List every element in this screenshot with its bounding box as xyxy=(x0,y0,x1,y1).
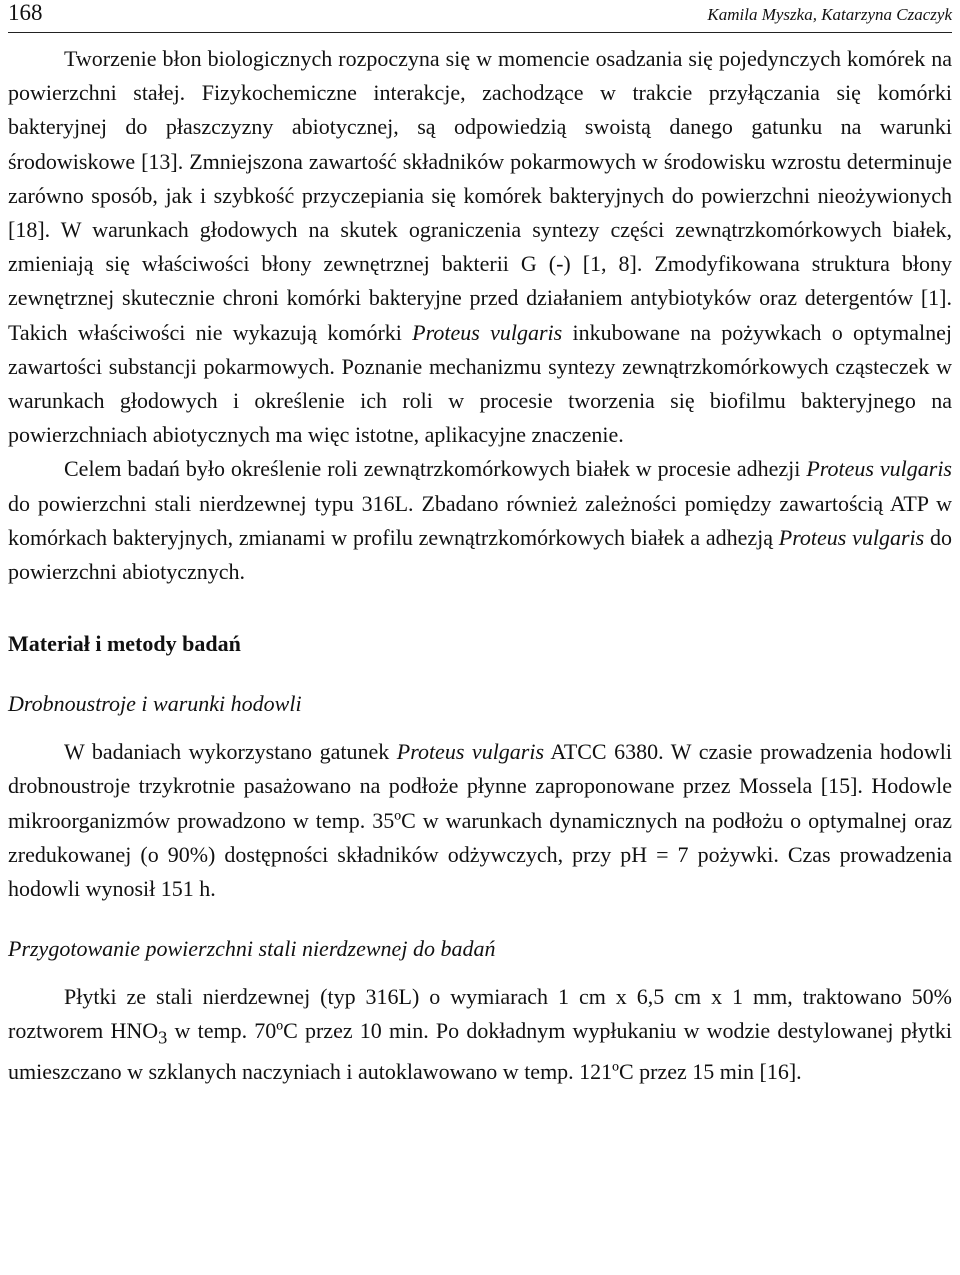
subsection-heading-steel-surface: Przygotowanie powierzchni stali nierdzewnej do badań xyxy=(8,936,496,962)
text-run: W badaniach wykorzystano gatunek xyxy=(64,739,397,765)
paragraph-microorganisms xyxy=(8,735,952,906)
species-name: Proteus vulgaris xyxy=(806,456,952,482)
paragraph-intro xyxy=(8,42,952,452)
text-run: Tworzenie błon biologicznych rozpoczyna się w momencie osadzania się pojedynczych komórek na powierzchni stałej. Fizykochemiczne interakcje, zachodzące w trakcie przyłączania się komórki bakteryjnej do płaszczyzny abiotycznej, są odpowiedzią swoistą danego gatunku na warunki środowiskowe [13]. Zmniejszona zawartość składników pokarmowych w środowisku wzrostu determinuje zarówno sposób, jak i szybkość przyczepiania się komórek bakteryjnych do powierzchni nieożywionych [18]. W warunkach głodowych na skutek ograniczenia syntezy części zewnątrzkomórkowych białek, zmieniają się właściwości błony zewnętrznej bakterii G (-) [1, 8]. Zmodyfikowana struktura błony zewnętrznej skutecznie chroni komórki bakteryjne przed działaniem antybiotyków oraz detergentów [1]. Takich właściwości nie wykazują komórki xyxy=(8,46,952,345)
page-header xyxy=(8,0,952,33)
text-run: do powierzchni abiotycznych. xyxy=(8,524,953,585)
text-run: do powierzchni stali nierdzewnej typu 316L. Zbadano również zależności pomiędzy zawartością ATP w komórkach bakteryjnych, zmianami w profilu zewnątrzkomórkowych białek a adhezją xyxy=(8,490,952,550)
text-run: ATCC 6380. W czasie prowadzenia hodowli drobnoustroje trzykrotnie pasażowano na podłoże płynne zaproponowane przez Mossela [15]. Hodowle mikroorganizmów prowadzono w temp. 35ºC w warunkach dynamicznych na podłożu o optymalnej oraz zredukowanej (o 90%) dostępności składników odżywczych, przy pH = 7 pożywki. Czas prowadzenia hodowli wynosił 151 h. xyxy=(8,739,952,902)
paragraph-aim xyxy=(8,452,952,589)
text-run: w temp. 70ºC przez 10 min. Po dokładnym wypłukaniu w wodzie destylowanej płytki umieszczano w szklanych naczyniach i autoklawowano w temp. 121ºC przez 15 min [16]. xyxy=(8,1018,952,1085)
paragraph-steel-surface xyxy=(8,980,952,1089)
subscript: 3 xyxy=(158,1027,168,1048)
subsection-heading-microorganisms: Drobnoustroje i warunki hodowli xyxy=(8,691,302,717)
running-head-authors: Kamila Myszka, Katarzyna Czaczyk xyxy=(707,5,952,24)
species-name: Proteus vulgaris xyxy=(778,524,925,550)
section-heading: Materiał i metody badań xyxy=(8,631,241,657)
text-run: inkubowane na pożywkach o optymalnej zawartości substancji pokarmowych. Poznanie mechanizmu syntezy zewnątrzkomórkowych cząsteczek w warunkach głodowych i określenie ich roli w procesie tworzenia się biofilmu bakteryjnego na powierzchniach abiotycznych ma więc istotne, aplikacyjne znaczenie. xyxy=(8,319,953,448)
species-name: Proteus vulgaris xyxy=(396,739,545,765)
page-number: 168 xyxy=(8,0,43,25)
text-run: Płytki ze stali nierdzewnej (typ 316L) o wymiarach 1 cm x 6,5 cm x 1 mm, traktowano 50% roztworem HNO xyxy=(8,984,952,1044)
text-run: Celem badań było określenie roli zewnątrzkomórkowych białek w procesie adhezji xyxy=(64,456,807,482)
species-name: Proteus vulgaris xyxy=(412,319,563,345)
page-body xyxy=(8,42,952,1089)
